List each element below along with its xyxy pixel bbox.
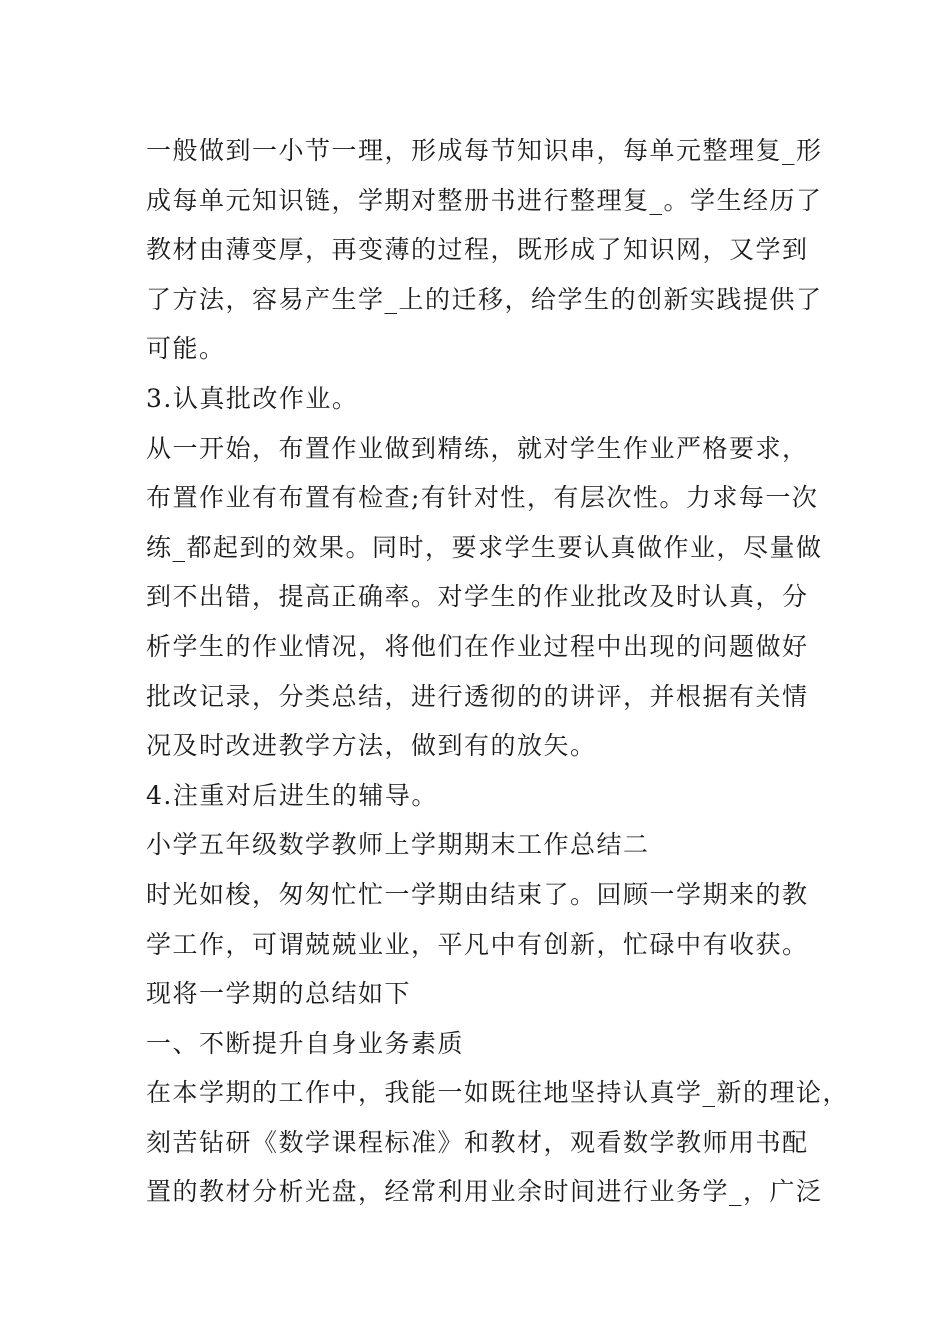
section-heading: 4.注重对后进生的辅导。 [146,780,438,810]
paragraph-line: 现将一学期的总结如下 [146,979,412,1009]
paragraph-line: 教材由薄变厚，再变薄的过程，既形成了知识网，又学到 [146,235,809,265]
paragraph-line: 了方法，容易产生学_上的迁移，给学生的创新实践提供了 [146,284,823,314]
paragraph-line: 布置作业有布置有检查;有针对性，有层次性。力求每一次 [146,483,819,513]
paragraph-line: 时光如梭，匆匆忙忙一学期由结束了。回顾一学期来的教 [146,879,809,909]
paragraph-line: 析学生的作业情况，将他们在作业过程中出现的问题做好 [146,631,809,661]
paragraph-line: 可能。 [146,334,226,364]
document-title: 小学五年级数学教师上学期期末工作总结二 [146,830,650,860]
paragraph-line: 一般做到一小节一理，形成每节知识串，每单元整理复_形 [146,136,823,165]
paragraph-line: 刻苦钻研《数学课程标准》和教材，观看数学教师用书配 [146,1127,809,1157]
paragraph-line: 练_都起到的效果。同时，要求学生要认真做作业，尽量做 [146,532,823,562]
paragraph-line: 从一开始，布置作业做到精练，就对学生作业严格要求， [146,433,809,463]
paragraph-line: 批改记录，分类总结，进行透彻的的讲评，并根据有关情 [146,681,809,711]
section-heading: 3.认真批改作业。 [146,383,359,413]
paragraph-line: 在本学期的工作中，我能一如既往地坚持认真学_新的理论， [146,1078,850,1108]
section-heading: 一、不断提升自身业务素质 [146,1028,465,1058]
paragraph-line: 成每单元知识链，学期对整册书进行整理复_。学生经历了 [146,185,823,215]
paragraph-line: 学工作，可谓兢兢业业，平凡中有创新，忙碌中有收获。 [146,929,809,959]
paragraph-line: 况及时改进教学方法，做到有的放矢。 [146,731,597,761]
paragraph-line: 到不出错，提高正确率。对学生的作业批改及时认真，分 [146,582,809,612]
paragraph-line: 置的教材分析光盘，经常利用业余时间进行业务学_，广泛 [146,1177,823,1207]
document-body [146,126,850,1217]
